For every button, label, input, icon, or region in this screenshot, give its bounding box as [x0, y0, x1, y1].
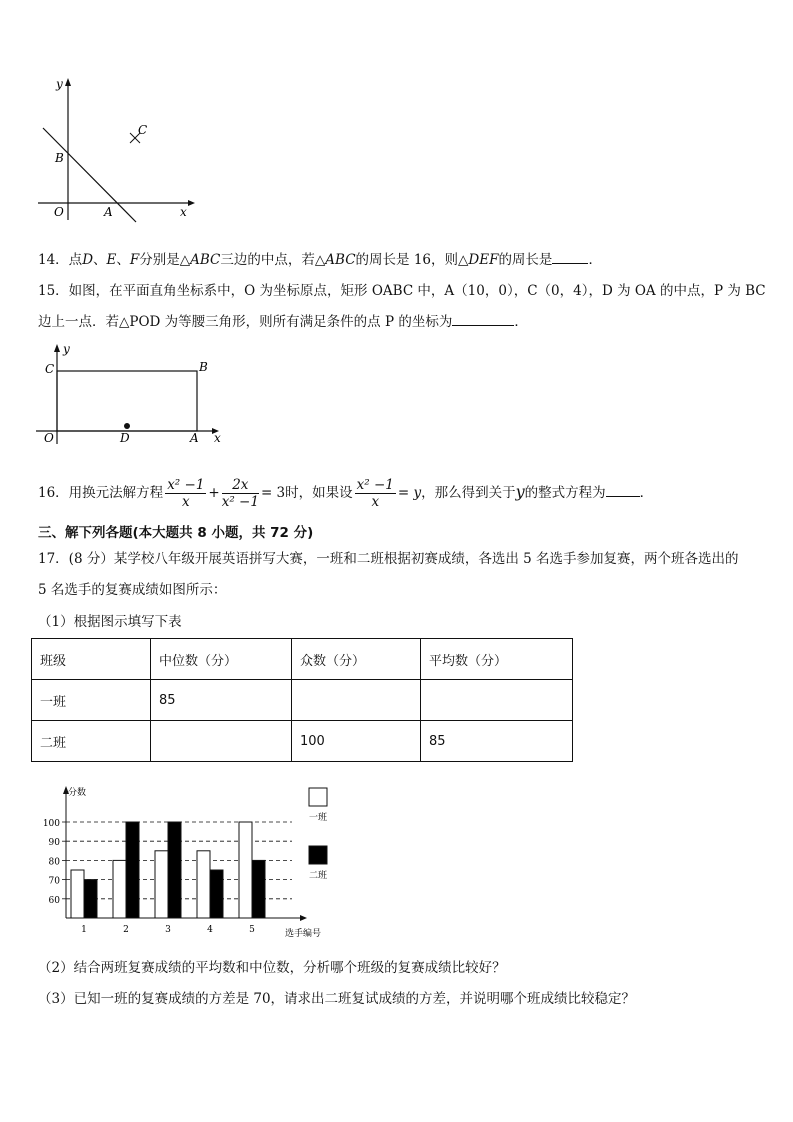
y-tick-label: 60	[48, 895, 60, 906]
bar-class2	[210, 870, 223, 918]
label-b: B	[55, 151, 64, 165]
bar-class1	[155, 851, 168, 918]
table-cell: 85	[151, 680, 292, 721]
label-y: y	[63, 342, 70, 356]
q13-figure	[30, 70, 210, 230]
x-tick-label: 5	[249, 925, 255, 935]
y-axis-arrow	[65, 78, 71, 86]
x-axis-arrow	[188, 200, 195, 206]
rectangle-oabc	[57, 371, 197, 431]
score-table	[31, 638, 573, 762]
x-axis-arrow	[300, 915, 307, 921]
question-17-part3: （3）已知一班的复赛成绩的方差是 70，请求出二班复试成绩的方差，并说明哪个班成绩比较稳定？	[38, 991, 636, 1007]
point-d	[124, 423, 130, 429]
label-o: O	[54, 205, 64, 219]
table-header: 平均数（分）	[421, 639, 573, 680]
table-cell[interactable]	[421, 680, 573, 721]
y-axis-label: 分数	[68, 788, 87, 798]
fraction-3: $\frac{\text{x² −1}}{x}$	[356, 477, 394, 510]
question-15-line1: 15．如图，在平面直角坐标系中，O 为坐标原点，矩形 OABC 中，A（10，0），C（0，4），D 为 OA 的中点，P 为 BC	[38, 283, 766, 299]
bar-class1	[197, 851, 210, 918]
answer-blank[interactable]	[606, 482, 640, 497]
table-cell[interactable]	[151, 721, 292, 762]
bar-class1	[239, 822, 252, 918]
table-row	[32, 680, 573, 721]
y-tick-label: 100	[42, 819, 60, 829]
y-tick-label: 90	[48, 838, 60, 849]
y-tick-label: 70	[48, 876, 60, 887]
y-axis-arrow	[54, 344, 60, 352]
question-17-line1: 17．(8 分）某学校八年级开展英语拼写大赛，一班和二班根据初赛成绩，各选出 5 名选手参加复赛，两个班各选出的	[38, 551, 739, 567]
bar-class2	[252, 860, 265, 918]
bar-class1	[113, 860, 126, 918]
label-b: B	[199, 360, 208, 374]
legend-swatch	[309, 788, 327, 806]
table-header: 中位数（分）	[151, 639, 292, 680]
question-15-line2: 边上一点．若△POD 为等腰三角形，则所有满足条件的点 P 的坐标为 ．	[38, 311, 528, 332]
fraction-1: $\frac{\text{x² −1}}{x}$	[167, 477, 205, 510]
legend-label: 一班	[308, 813, 328, 823]
legend-label: 二班	[308, 871, 328, 881]
score-bar-chart	[30, 778, 350, 943]
x-tick-label: 3	[165, 925, 171, 935]
answer-blank[interactable]	[552, 249, 588, 264]
x-tick-label: 1	[81, 925, 87, 935]
label-c: C	[138, 123, 148, 137]
label-y: y	[56, 77, 63, 91]
fraction-2: $\frac{2x}{\text{x² −1}}$	[221, 477, 259, 510]
question-16: 16．用换元法解方程 $\frac{\text{x² −1}}{x}$ + $\frac{2x}{\text{x² −1}}$ = 3时，如果设 $\frac{\text{x² −1}}{x}$ = y，那么得到关于y的整式方程为 ．	[38, 477, 654, 510]
label-d: D	[120, 431, 130, 445]
bar-class2	[84, 880, 97, 918]
y-tick-label: 80	[48, 857, 60, 868]
answer-blank[interactable]	[452, 311, 514, 326]
x-axis-label: 选手编号	[285, 929, 322, 939]
bar-class2	[168, 822, 181, 918]
label-c: C	[45, 362, 55, 376]
table-header: 众数（分）	[292, 639, 421, 680]
table-header-row	[32, 639, 573, 680]
label-a: A	[190, 431, 199, 445]
q15-figure	[30, 340, 240, 450]
table-row	[32, 721, 573, 762]
table-header: 班级	[32, 639, 151, 680]
x-tick-label: 2	[123, 925, 129, 935]
bar-class1	[71, 870, 84, 918]
table-cell: 100	[292, 721, 421, 762]
label-x: x	[180, 205, 187, 219]
question-14: 14．点D、E、F分别是△ABC三边的中点，若△ABC的周长是 16，则△DEF的周长是 ．	[38, 249, 602, 270]
table-cell: 二班	[32, 721, 151, 762]
x-tick-label: 4	[207, 925, 213, 935]
label-o: O	[44, 431, 54, 445]
question-17-part2: （2）结合两班复赛成绩的平均数和中位数，分析哪个班级的复赛成绩比较好？	[38, 960, 506, 976]
section-3-heading: 三、解下列各题(本大题共 8 小题，共 72 分)	[38, 525, 314, 541]
table-cell[interactable]	[292, 680, 421, 721]
bar-class2	[126, 822, 139, 918]
table-cell: 一班	[32, 680, 151, 721]
question-17-line2: 5 名选手的复赛成绩如图所示：	[38, 582, 227, 598]
label-a: A	[104, 205, 113, 219]
label-x: x	[214, 431, 221, 445]
table-cell: 85	[421, 721, 573, 762]
question-17-part1: （1）根据图示填写下表	[38, 614, 182, 630]
legend-swatch	[309, 846, 327, 864]
